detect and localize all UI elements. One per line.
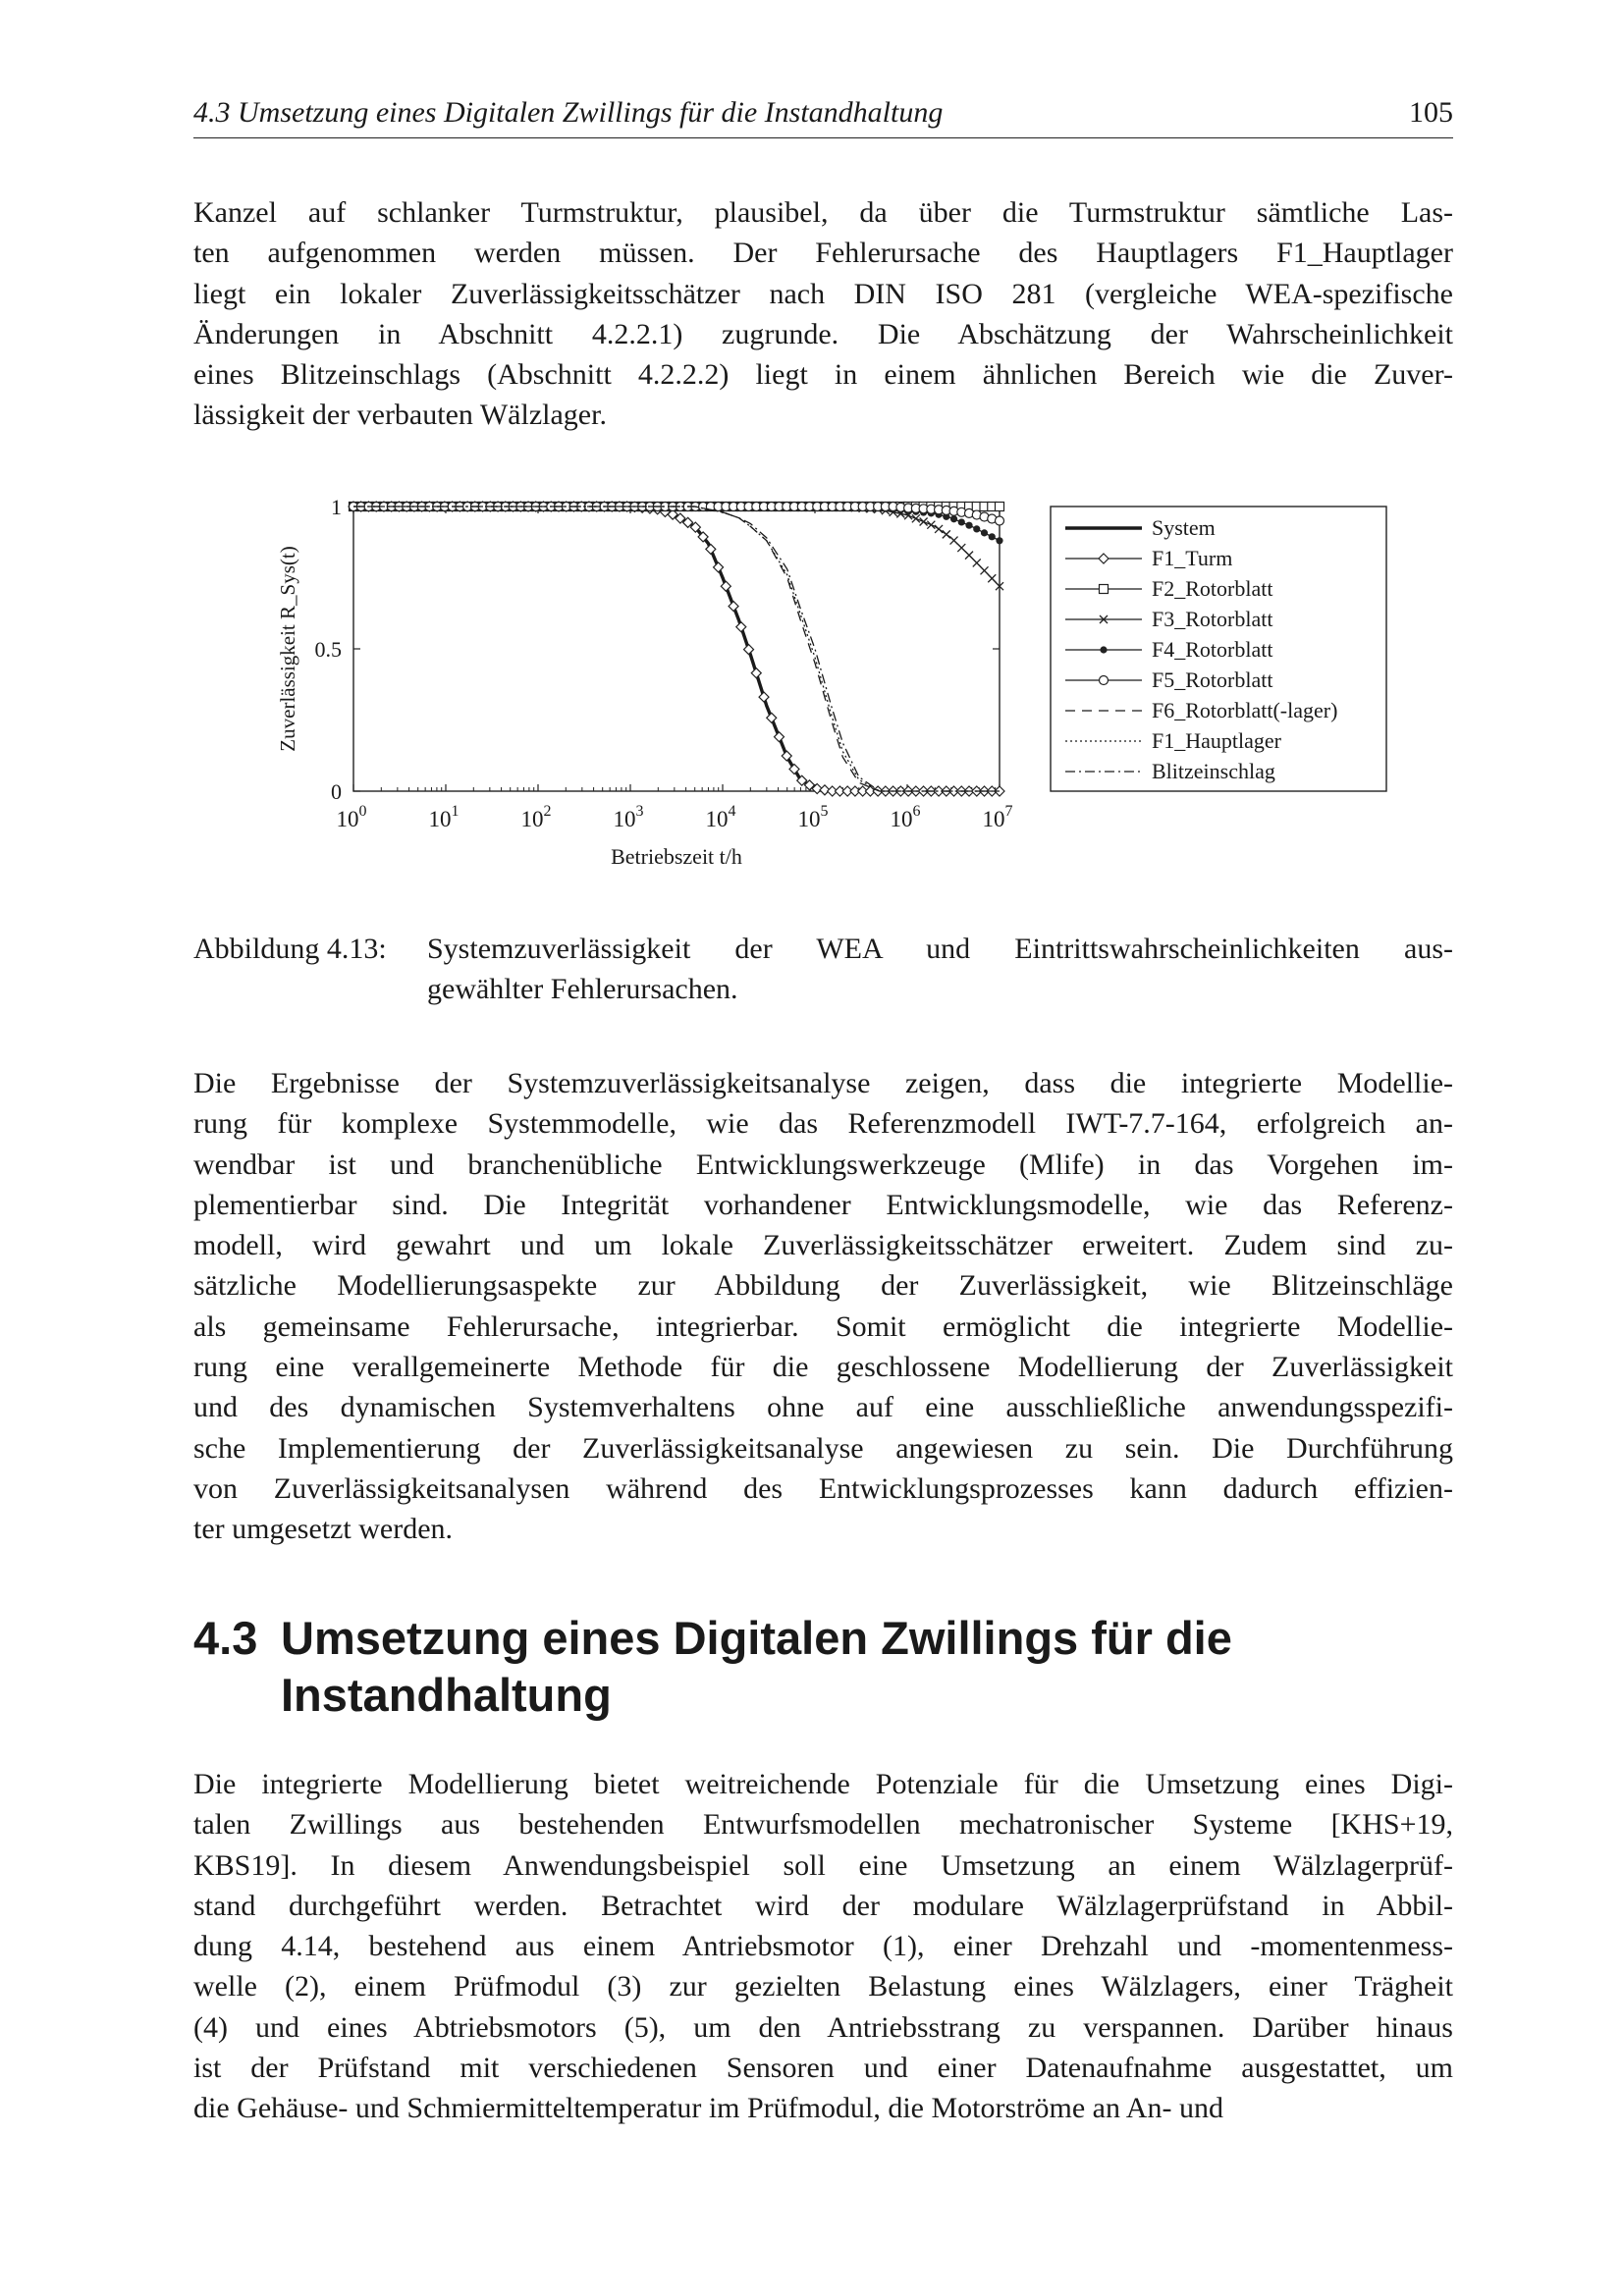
x-tick-base: 10: [705, 807, 729, 831]
series-6: [353, 507, 1000, 791]
text-line: liegt ein lokaler Zuverlässigkeitsschätzer nach DIN ISO 281 (vergleiche WEA-spezifische: [193, 277, 1453, 310]
text-line: welle (2), einem Prüfmodul (3) zur gezielten Belastung eines Wälzlagers, einer Trägheit: [193, 1970, 1453, 2003]
text-line: sche Implementierung der Zuverlässigkeitsanalyse angewiesen zu sein. Die Durchführung: [193, 1431, 1453, 1465]
text-line: Die integrierte Modellierung bietet weitreichende Potenziale für die Umsetzung eines Digi-: [193, 1768, 1453, 1800]
x-tick-exponent: 4: [728, 803, 736, 820]
series-line: [353, 507, 1000, 791]
text-line: die Gehäuse- und Schmiermitteltemperatur im Prüfmodul, die Motorströme an An- und: [193, 2092, 1223, 2125]
text-line: rung für komplexe Systemmodelle, wie das Referenzmodell IWT-7.7-164, erfolgreich an-: [193, 1107, 1453, 1141]
text-line: sätzliche Modellierungsaspekte zur Abbildung der Zuverlässigkeit, wie Blitzeinschläge: [193, 1269, 1453, 1303]
diamond-marker: [736, 622, 746, 632]
series-0: [353, 507, 1000, 791]
x-tick-base: 10: [797, 807, 821, 831]
diamond-marker: [744, 645, 754, 655]
text-line: dung 4.14, bestehend aus einem Antriebsmotor (1), einer Drehzahl und -momentenmess-: [193, 1930, 1453, 1963]
diamond-marker: [767, 713, 777, 722]
x-tick-label: [891, 803, 921, 831]
text-line: talen Zwillings aus bestehenden Entwurfsmodellen mechatronischer Systeme [KHS+19,: [193, 1808, 1453, 1842]
dot-marker: [1100, 646, 1107, 653]
caption-line: Systemzuverlässigkeit der WEA und Eintrittswahrscheinlichkeiten aus-: [427, 933, 1453, 965]
section-number: 4.3: [193, 1612, 258, 1664]
text-line: als gemeinsame Fehlerursache, integrierbar. Somit ermöglicht die integrierte Modellie-: [193, 1309, 1453, 1343]
square-marker: [996, 503, 1004, 511]
text-line: ter umgesetzt werden.: [193, 1513, 454, 1546]
text-line: rung eine verallgemeinerte Methode für die geschlossene Modellierung der Zuverlässigkeit: [193, 1351, 1453, 1384]
diamond-marker: [721, 581, 730, 591]
text-line: von Zuverlässigkeitsanalysen während des Entwicklungsprozesses kann dadurch effizien-: [193, 1471, 1453, 1505]
x-tick-exponent: 7: [1004, 803, 1013, 820]
x-tick-base: 10: [336, 807, 359, 831]
legend-label: F3_Rotorblatt: [1152, 607, 1273, 631]
text-line: ten aufgenommen werden müssen. Der Fehlerursache des Hauptlagers F1_Hauptlager: [193, 237, 1453, 270]
circle-marker: [996, 516, 1004, 525]
x-tick-label: [983, 803, 1013, 831]
dot-marker: [973, 525, 980, 532]
diamond-marker: [706, 544, 716, 554]
legend-label: F1_Hauptlager: [1152, 728, 1281, 753]
dot-marker: [950, 515, 957, 522]
y-tick-label: 0.5: [314, 637, 342, 662]
x-tick-label: [521, 803, 552, 831]
series-line: [353, 507, 1000, 791]
text-line: wendbar ist und branchenübliche Entwicklungswerkzeuge (Mlife) in das Vorgehen im-: [193, 1148, 1453, 1181]
text-line: Änderungen in Abschnitt 4.2.2.1) zugrunde. Die Abschätzung der Wahrscheinlichkeit: [193, 317, 1453, 350]
figure-caption-label: Abbildung 4.13:: [193, 933, 387, 965]
text-line: und des dynamischen Systemverhaltens ohne auf eine ausschließliche anwendungsspezifi-: [193, 1391, 1453, 1424]
legend-label: Blitzeinschlag: [1152, 759, 1275, 783]
text-line: KBS19]. In diesem Anwendungsbeispiel soll eine Umsetzung an einem Wälzlagerprüf-: [193, 1848, 1453, 1882]
x-tick-base: 10: [520, 807, 544, 831]
legend-label: F1_Turm: [1152, 546, 1233, 570]
diamond-marker: [775, 732, 784, 742]
dot-marker: [965, 522, 972, 529]
circle-marker: [1100, 676, 1109, 685]
text-line: ist der Prüfstand mit verschiedenen Sensoren und einer Datenaufnahme ausgestattet, um: [193, 2052, 1453, 2085]
text-line: Kanzel auf schlanker Turmstruktur, plausibel, da über die Turmstruktur sämtliche Las-: [193, 196, 1453, 229]
figure-caption-text: [427, 929, 1453, 1009]
running-header-title: 4.3 Umsetzung eines Digitalen Zwillings für die Instandhaltung: [193, 96, 944, 129]
text-line: (4) und eines Abtriebsmotors (5), um den Antriebsstrang zu verspannen. Darüber hinaus: [193, 2010, 1453, 2044]
x-tick-exponent: 2: [543, 803, 552, 820]
x-axis-label: Betriebszeit t/h: [611, 844, 742, 869]
x-tick-exponent: 1: [451, 803, 460, 820]
section-title-line-1: Umsetzung eines Digitalen Zwillings für die: [281, 1612, 1232, 1664]
legend-label: F4_Rotorblatt: [1152, 637, 1273, 662]
text-line: eines Blitzeinschlags (Abschnitt 4.2.2.2) liegt in einem ähnlichen Bereich wie die Zuver-: [193, 358, 1453, 392]
y-tick-label: 0: [331, 779, 342, 804]
text-line: plementierbar sind. Die Integrität vorhandener Entwicklungsmodelle, wie das Referenz-: [193, 1188, 1453, 1221]
x-tick-label: [429, 803, 460, 831]
dot-marker: [958, 518, 965, 525]
x-tick-exponent: 5: [820, 803, 829, 820]
y-tick-label: 1: [331, 495, 342, 519]
series-line: [353, 507, 1000, 791]
x-tick-base: 10: [982, 807, 1005, 831]
x-tick-base: 10: [613, 807, 636, 831]
x-tick-base: 10: [428, 807, 452, 831]
diamond-marker: [759, 692, 769, 702]
caption-line: gewählter Fehlerursachen.: [427, 973, 738, 1005]
results-paragraph: [193, 1063, 1453, 1550]
square-marker: [1100, 585, 1109, 594]
x-tick-base: 10: [890, 807, 913, 831]
legend-label: F2_Rotorblatt: [1152, 576, 1273, 601]
text-line: stand durchgeführt werden. Betrachtet wird der modulare Wälzlagerprüfstand in Abbil-: [193, 1889, 1453, 1922]
text-line: Die Ergebnisse der Systemzuverlässigkeitsanalyse zeigen, dass die integrierte Modellie-: [193, 1067, 1453, 1099]
text-line: modell, wird gewahrt und um lokale Zuverlässigkeitsschätzer erweitert. Zudem sind zu-: [193, 1229, 1453, 1262]
series-8: [353, 507, 1000, 791]
text-line: lässigkeit der verbauten Wälzlager.: [193, 399, 607, 432]
reliability-chart: [0, 0, 1623, 923]
legend-label: F6_Rotorblatt(-lager): [1152, 698, 1338, 722]
x-tick-exponent: 3: [635, 803, 644, 820]
diamond-marker: [714, 562, 724, 572]
dot-marker: [989, 533, 996, 540]
section-paragraph: [193, 1764, 1453, 2129]
diamond-marker: [729, 602, 738, 612]
page-number: 105: [1409, 96, 1453, 129]
series-1: [349, 502, 1004, 796]
series-line: [353, 507, 1000, 791]
series-7: [353, 507, 1000, 791]
section-title-line-2: Instandhaltung: [281, 1669, 612, 1721]
legend-label: F5_Rotorblatt: [1152, 667, 1273, 692]
dot-marker: [996, 537, 1002, 544]
legend-label: System: [1152, 515, 1216, 540]
diamond-marker: [751, 668, 761, 678]
x-tick-exponent: 6: [912, 803, 921, 820]
plot-frame: [353, 507, 1000, 791]
x-tick-label: [614, 803, 644, 831]
section-title: [281, 1610, 1232, 1724]
dot-marker: [981, 529, 988, 536]
y-axis-label: Zuverlässigkeit R_Sys(t): [276, 546, 299, 752]
x-tick-label: [337, 803, 367, 831]
series-line: [353, 507, 1000, 791]
x-tick-label: [798, 803, 829, 831]
x-tick-exponent: 0: [358, 803, 367, 820]
x-tick-label: [706, 803, 736, 831]
